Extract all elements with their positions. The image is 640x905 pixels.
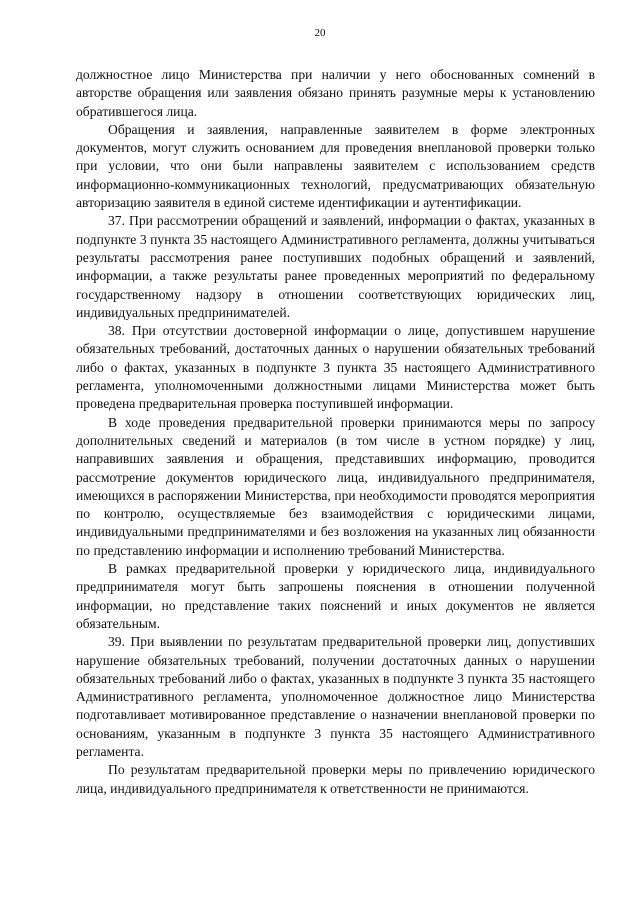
- paragraph-explanations-request: В рамках предварительной проверки у юридического лица, индивидуального предпринимателя могут быть запрошены пояснения в отношении полученной информации, но представление таких пояснений и иных документов не является обязательным.: [76, 561, 595, 631]
- paragraph-electronic-documents: Обращения и заявления, направленные заявителем в форме электронных документов, могут служить основанием для проведения внеплановой проверки только при условии, что они были направлены заявителем с использованием средств информационно-коммуникационных технологий, предусматривающих обязательную авторизацию заявителя в единой системе идентификации и аутентификации.: [76, 121, 595, 211]
- paragraph-preliminary-check-measures: В ходе проведения предварительной проверки принимаются меры по запросу дополнительных сведений и материалов (в том числе в устном порядке) у лиц, направивших заявления и обращения, представивших информацию, проводится рассмотрение документов юридического лица, индивидуального предпринимателя, имеющихся в распоряжении Министерства, при необходимости проводятся мероприятия по контролю, осуществляемые без взаимодействия с юридическими лицами, индивидуальными предпринимателями и без возложения на указанных лиц обязанности по представлению информации и исполнению требований Министерства.: [76, 414, 595, 558]
- document-body: [76, 66, 595, 798]
- paragraph-38: 38. При отсутствии достоверной информации о лице, допустившем нарушение обязательных требований, достаточных данных о нарушении обязательных требований либо о фактах, указанных в подпункте 3 пункта 35 настоящего Административного регламента, уполномоченными должностными лицами Министерства может быть проведена предварительная проверка поступившей информации.: [76, 323, 595, 412]
- paragraph-37: 37. При рассмотрении обращений и заявлений, информации о фактах, указанных в подпункте 3 пункта 35 настоящего Административного регламента, должны учитываться результаты рассмотрения ранее поступивших подобных обращений и заявлений, информации, а также результаты ранее проведенных мероприятий по федеральному государственному надзору в отношении соответствующих юридических лиц, индивидуальных предпринимателей.: [76, 213, 595, 320]
- paragraph-continuation: должностное лицо Министерства при наличии у него обоснованных сомнений в авторстве обращения или заявления обязано принять разумные меры к установлению обратившегося лица.: [76, 67, 595, 119]
- paragraph-39: 39. При выявлении по результатам предварительной проверки лиц, допустивших нарушение обязательных требований, получении достаточных данных о нарушении обязательных требований либо о фактах, указанных в подпункте 3 пункта 35 настоящего Административного регламента, уполномоченное должностное лицо Министерства подготавливает мотивированное представление о назначении внеплановой проверки по основаниям, указанным в подпункте 3 пункта 35 настоящего Административного регламента.: [76, 634, 595, 759]
- paragraph-no-liability-measures: По результатам предварительной проверки меры по привлечению юридического лица, индивидуального предпринимателя к ответственности не принимаются.: [76, 762, 595, 796]
- page-number: 20: [314, 27, 326, 39]
